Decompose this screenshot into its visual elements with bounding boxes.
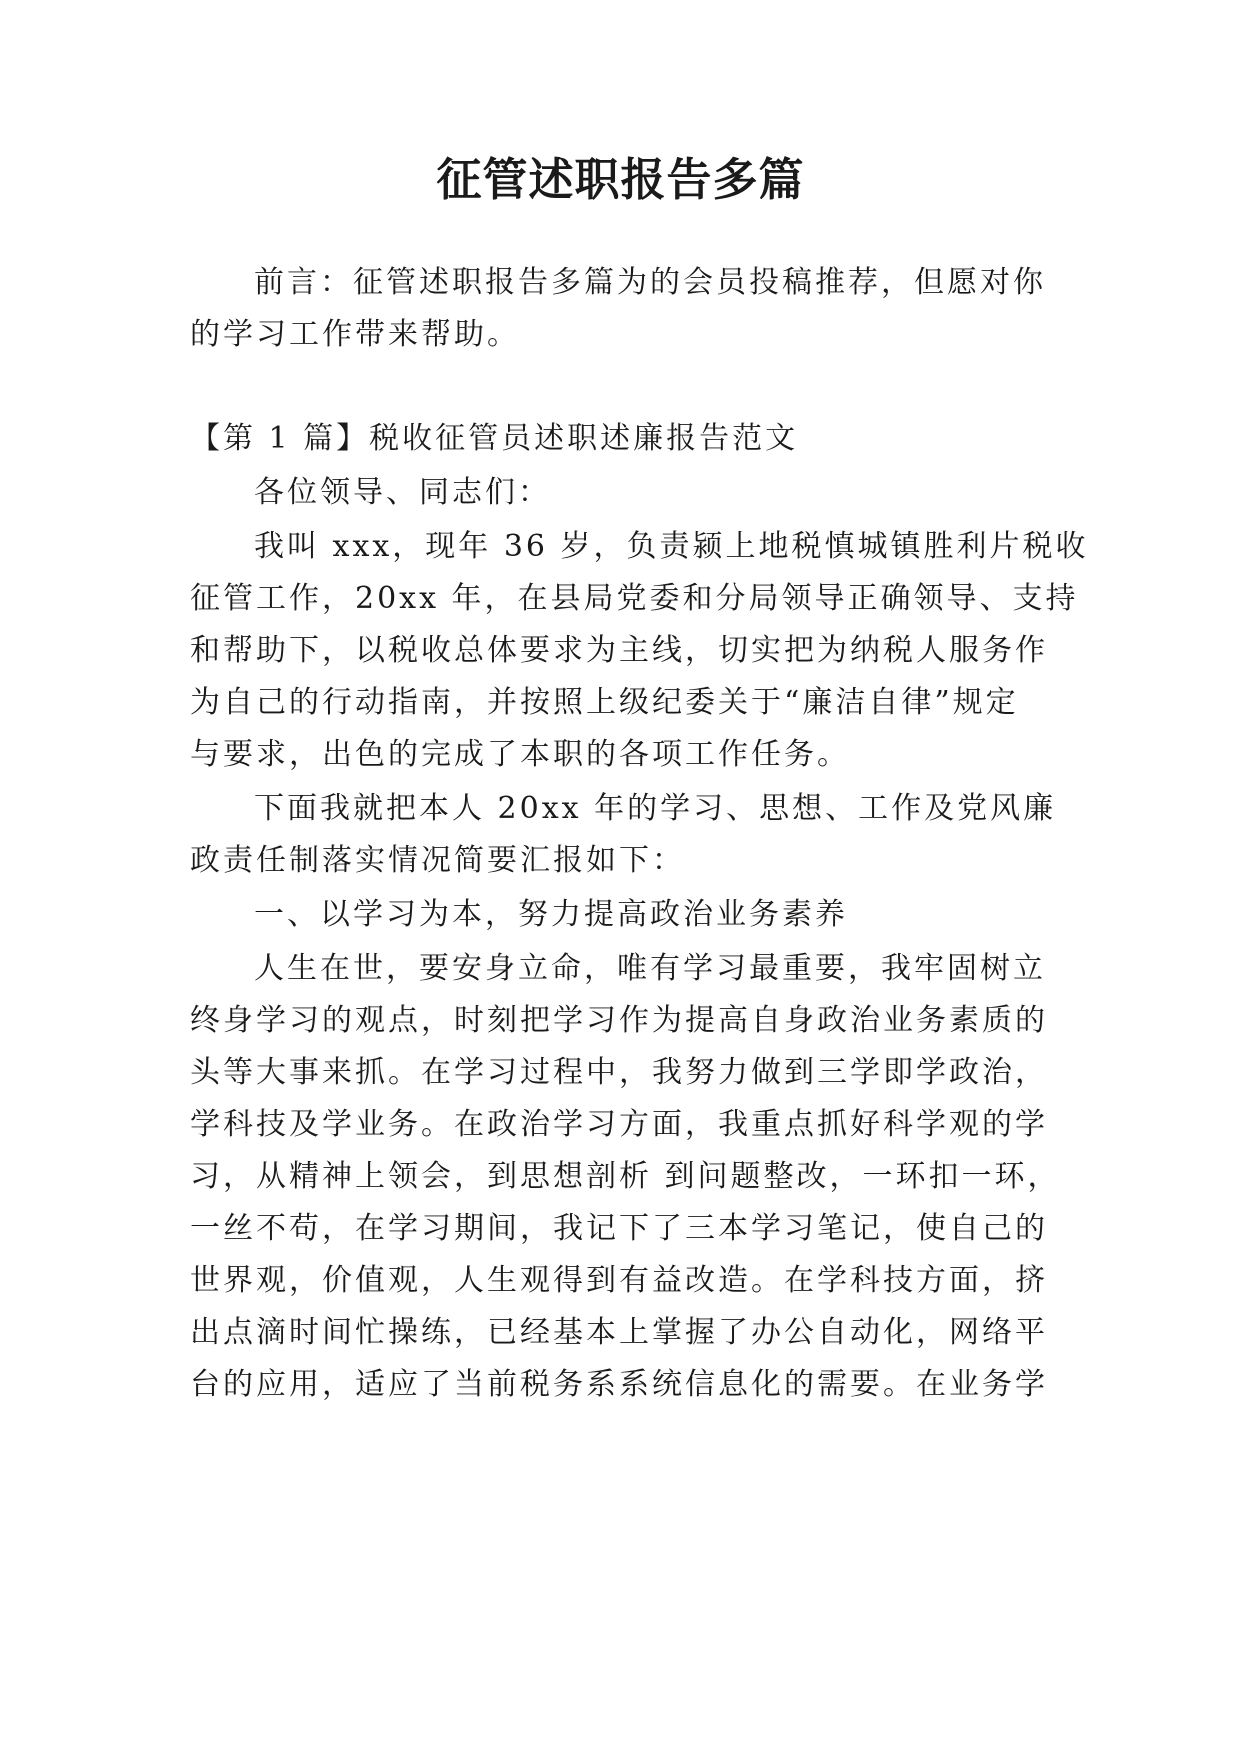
- section-heading: 【第 1 篇】税收征管员述职述廉报告范文: [190, 421, 799, 456]
- paragraph-line: 政责任制落实情况简要汇报如下：: [190, 843, 685, 878]
- paragraph-line: 我叫 xxx，现年 36 岁，负责颍上地税慎城镇胜利片税收: [254, 529, 1089, 564]
- paragraph-line: 习，从精神上领会，到思想剖析 到问题整改，一环扣一环，: [190, 1159, 1061, 1194]
- paragraph-line: 学科技及学业务。在政治学习方面，我重点抓好科学观的学: [190, 1107, 1048, 1142]
- preface-line: 前言：征管述职报告多篇为的会员投稿推荐，但愿对你: [254, 265, 1046, 300]
- greeting: 各位领导、同志们：: [254, 475, 551, 510]
- document-title: 征管述职报告多篇: [436, 153, 805, 206]
- paragraph-line: 世界观，价值观，人生观得到有益改造。在学科技方面，挤: [190, 1263, 1048, 1298]
- paragraph-line: 终身学习的观点，时刻把学习作为提高自身政治业务素质的: [190, 1003, 1048, 1038]
- preface-line: 的学习工作带来帮助。: [190, 317, 520, 352]
- paragraph-line: 人生在世，要安身立命，唯有学习最重要，我牢固树立: [254, 951, 1046, 986]
- paragraph-line: 出点滴时间忙操练，已经基本上掌握了办公自动化，网络平: [190, 1315, 1048, 1350]
- paragraph-line: 一丝不苟，在学习期间，我记下了三本学习笔记，使自己的: [190, 1211, 1048, 1246]
- paragraph-line: 征管工作，20xx 年，在县局党委和分局领导正确领导、支持: [190, 581, 1079, 616]
- paragraph-line: 头等大事来抓。在学习过程中，我努力做到三学即学政治，: [190, 1055, 1048, 1090]
- paragraph-line: 与要求，出色的完成了本职的各项工作任务。: [190, 737, 850, 772]
- paragraph-line: 台的应用，适应了当前税务系系统信息化的需要。在业务学: [190, 1367, 1048, 1402]
- paragraph-line: 和帮助下，以税收总体要求为主线，切实把为纳税人服务作: [190, 633, 1048, 668]
- paragraph-line: 为自己的行动指南，并按照上级纪委关于“廉洁自律”规定: [190, 685, 1019, 720]
- subheading: 一、以学习为本，努力提高政治业务素养: [254, 897, 848, 932]
- paragraph-line: 下面我就把本人 20xx 年的学习、思想、工作及党风廉: [254, 791, 1057, 826]
